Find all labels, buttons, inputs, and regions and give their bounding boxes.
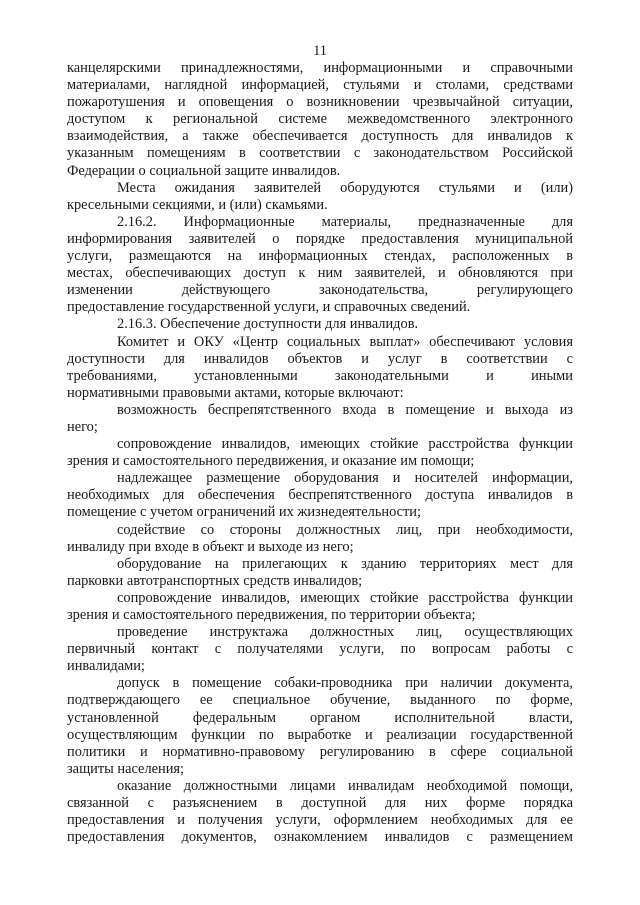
text-line: 2.16.2. Информационные материалы, предназначенные для <box>117 213 573 230</box>
text-line: Комитет и ОКУ «Центр социальных выплат» обеспечивают условия <box>117 333 573 350</box>
text-line: нормативными правовыми актами, которые включают: <box>67 384 404 401</box>
text-line: связанной с разъяснением в доступной для них форме порядка <box>67 795 573 812</box>
text-line: информирования заявителей о порядке предоставления муниципальной <box>67 230 573 247</box>
document-body <box>67 60 573 846</box>
text-line: взаимодействия, а также обеспечивается доступность для инвалидов к <box>67 128 573 145</box>
text-line: инвалидами; <box>67 658 145 675</box>
text-line: политики и нормативно-правовому регулированию в сфере социальной <box>67 743 573 760</box>
text-line: него; <box>67 418 98 435</box>
text-line: необходимых для обеспечения беспрепятственного доступа инвалидов в <box>67 487 573 504</box>
text-line: сопровождение инвалидов, имеющих стойкие расстройства функции <box>117 436 573 453</box>
text-line: кресельными секциями, и (или) скамьями. <box>67 196 328 213</box>
text-line: оборудование на прилегающих к зданию территориях мест для <box>117 555 573 572</box>
text-line: канцелярскими принадлежностями, информационными и справочными <box>67 60 573 76</box>
text-line: пожаротушения и оповещения о возникновении чрезвычайной ситуации, <box>67 94 573 111</box>
text-line: помещение с учетом ограничений их жизнедеятельности; <box>67 504 422 521</box>
text-line: предоставления и получения услуги, оформлением необходимых для ее <box>67 812 573 829</box>
text-line: зрения и самостоятельного передвижения, по территории объекта; <box>67 607 476 623</box>
text-line: оказание должностными лицами инвалидам необходимой помощи, <box>117 777 573 794</box>
text-line: инвалиду при входе в объект и выходе из него; <box>67 538 354 555</box>
text-line: местах, обеспечивающих доступ к ним заявителей, и обновляются при <box>67 265 573 282</box>
text-line: изменении действующего законодательства, регулирующего <box>67 282 573 299</box>
text-line: Места ожидания заявителей оборудуются стульями и (или) <box>117 179 573 196</box>
text-line: указанным помещениям в соответствии с законодательством Российской <box>67 145 573 162</box>
text-line: требованиями, установленными законодательными и иными <box>67 367 573 384</box>
text-line: предоставление государственной услуги, и справочных сведений. <box>67 299 471 316</box>
page-number: 11 <box>313 43 327 59</box>
text-line: сопровождение инвалидов, имеющих стойкие расстройства функции <box>117 589 573 606</box>
text-line: проведение инструктажа должностных лиц, осуществляющих <box>117 624 573 641</box>
text-line: материалами, наглядной информацией, стульями и столами, средствами <box>67 77 573 94</box>
text-line: возможность беспрепятственного входа в помещение и выхода из <box>117 401 573 418</box>
text-line: Федерации о социальной защите инвалидов. <box>67 162 341 179</box>
text-line: доступом к региональной системе межведомственного электронного <box>67 111 573 128</box>
text-line: установленной федеральным органом исполнительной власти, <box>67 709 573 726</box>
text-line: доступности для инвалидов объектов и услуг в соответствии с <box>67 350 573 367</box>
text-line: подтверждающего ее специальное обучение, выданного по форме, <box>67 692 573 709</box>
text-line: зрения и самостоятельного передвижения, и оказание им помощи; <box>67 453 475 470</box>
text-line: осуществляющим функции по выработке и реализации государственной <box>67 726 573 743</box>
text-line: надлежащее размещение оборудования и носителей информации, <box>117 470 573 487</box>
text-line: содействие со стороны должностных лиц, при необходимости, <box>117 521 573 538</box>
text-line: услуги, размещаются на информационных стендах, расположенных в <box>67 248 573 265</box>
text-line: первичный контакт с получателями услуги, по вопросам работы с <box>67 641 573 658</box>
text-line: парковки автотранспортных средств инвалидов; <box>67 572 363 589</box>
text-line: предоставления документов, ознакомлением инвалидов с размещением <box>67 829 573 846</box>
text-line: 2.16.3. Обеспечение доступности для инвалидов. <box>117 316 419 333</box>
text-line: допуск в помещение собаки-проводника при наличии документа, <box>117 675 573 692</box>
text-line: защиты населения; <box>67 760 185 777</box>
